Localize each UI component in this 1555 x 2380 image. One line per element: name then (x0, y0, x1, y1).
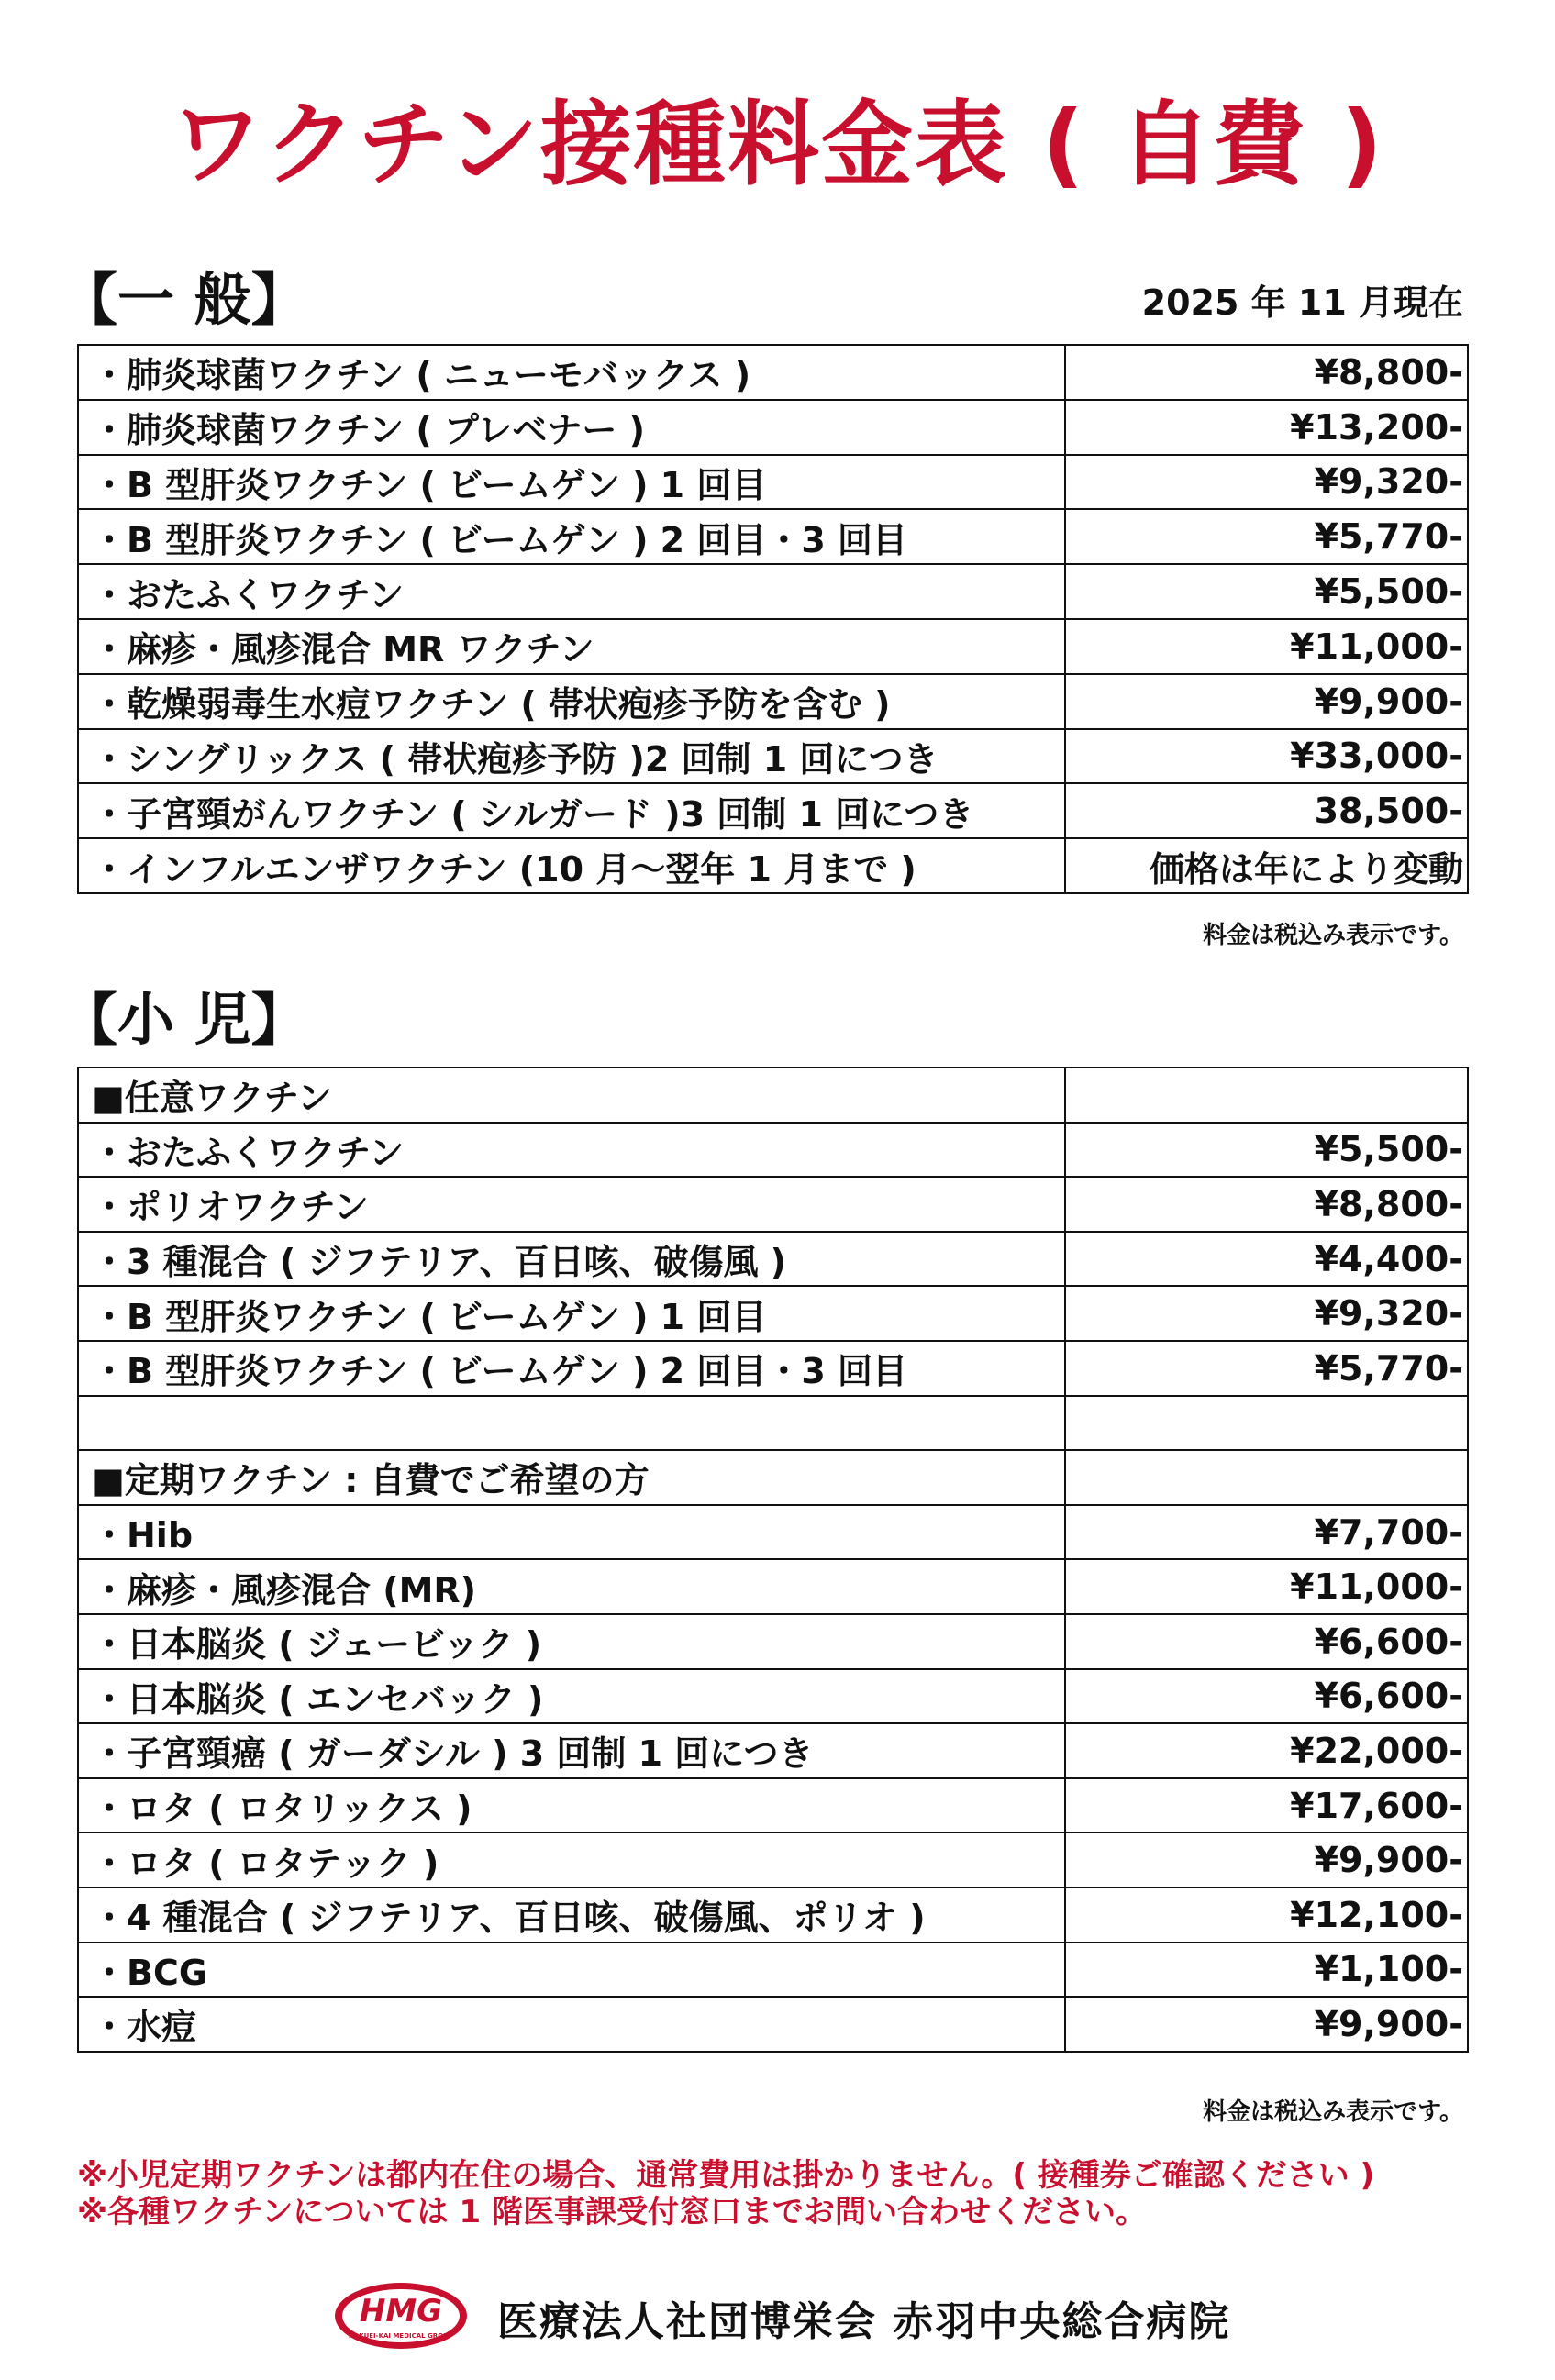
vaccine-price: ¥6,600- (1065, 1614, 1468, 1669)
table-row (78, 1559, 1468, 1614)
hospital-name: 医療法人社団博栄会 赤羽中央総合病院 (497, 2298, 1231, 2345)
vaccine-name: ・肺炎球菌ワクチン ( ニューモバックス ) (78, 345, 1065, 400)
vaccine-name: ・乾燥弱毒生水痘ワクチン ( 帯状疱疹予防を含む ) (78, 674, 1065, 729)
vaccine-name: ・シングリックス ( 帯状疱疹予防 )2 回制 1 回につき (78, 729, 1065, 784)
table-row (78, 1123, 1468, 1178)
table-row (78, 1997, 1468, 2052)
table-row (78, 1669, 1468, 1724)
table-row (78, 564, 1468, 619)
vaccine-price: ¥11,000- (1065, 619, 1468, 674)
general-section-heading: 【一 般】 (61, 266, 308, 333)
vaccine-price: ¥13,200- (1065, 400, 1468, 455)
vaccine-name: ・おたふくワクチン (78, 564, 1065, 619)
table-row (78, 345, 1468, 400)
table-row (78, 1943, 1468, 1998)
vaccine-price: ¥4,400- (1065, 1232, 1468, 1287)
vaccine-name: ・麻疹・風疹混合 (MR) (78, 1559, 1065, 1614)
vaccine-price: ¥7,700- (1065, 1505, 1468, 1560)
vaccine-price: ¥5,770- (1065, 1341, 1468, 1396)
general-price-table (77, 344, 1469, 894)
vaccine-price: ¥17,600- (1065, 1778, 1468, 1833)
table-row (78, 509, 1468, 564)
table-row (78, 1723, 1468, 1778)
footer (332, 2276, 1230, 2359)
vaccine-name: ■定期ワクチン : 自費でご希望の方 (78, 1450, 1065, 1505)
vaccine-price (1065, 1068, 1468, 1123)
vaccine-name: ・肺炎球菌ワクチン ( プレベナー ) (78, 400, 1065, 455)
vaccine-name: ・子宮頸がんワクチン ( シルガード )3 回制 1 回につき (78, 783, 1065, 838)
vaccine-name: ・日本脳炎 ( エンセバック ) (78, 1669, 1065, 1724)
general-tax-note: 料金は税込み表示です。 (1203, 922, 1463, 949)
table-row (78, 1286, 1468, 1341)
vaccine-name: ・日本脳炎 ( ジェービック ) (78, 1614, 1065, 1669)
vaccine-price: ¥9,900- (1065, 674, 1468, 729)
table-row (78, 1068, 1468, 1123)
table-row (78, 838, 1468, 893)
vaccine-price: ¥12,100- (1065, 1887, 1468, 1943)
vaccine-price: ¥22,000- (1065, 1723, 1468, 1778)
table-row (78, 455, 1468, 510)
vaccine-name: ・麻疹・風疹混合 MR ワクチン (78, 619, 1065, 674)
table-row (78, 1505, 1468, 1560)
vaccine-name: ・インフルエンザワクチン (10 月〜翌年 1 月まで ) (78, 838, 1065, 893)
table-row (78, 1396, 1468, 1451)
vaccine-price: ¥5,500- (1065, 564, 1468, 619)
vaccine-price: ¥9,320- (1065, 455, 1468, 510)
vaccine-name: ・ロタ ( ロタリックス ) (78, 1778, 1065, 1833)
vaccine-price: ¥33,000- (1065, 729, 1468, 784)
vaccine-name: ・BCG (78, 1943, 1065, 1998)
table-row (78, 729, 1468, 784)
table-row (78, 1450, 1468, 1505)
table-row (78, 674, 1468, 729)
vaccine-price: 価格は年により変動 (1065, 838, 1468, 893)
vaccine-name: ・3 種混合 ( ジフテリア、百日咳、破傷風 ) (78, 1232, 1065, 1287)
table-row (78, 1232, 1468, 1287)
vaccine-name: ・B 型肝炎ワクチン ( ビームゲン ) 2 回目・3 回目 (78, 1341, 1065, 1396)
notice-pediatric-free: ※小児定期ワクチンは都内在住の場合、通常費用は掛かりません。( 接種券ご確認ください ) (77, 2157, 1375, 2194)
notice-inquiry: ※各種ワクチンについては 1 階医事課受付窓口までお問い合わせください。 (77, 2194, 1148, 2231)
vaccine-price: ¥5,770- (1065, 509, 1468, 564)
table-row (78, 1887, 1468, 1943)
vaccine-name: ・ロタ ( ロタテック ) (78, 1832, 1065, 1887)
table-row (78, 1341, 1468, 1396)
vaccine-name: ・おたふくワクチン (78, 1123, 1065, 1178)
vaccine-price (1065, 1450, 1468, 1505)
pediatric-tax-note: 料金は税込み表示です。 (1203, 2098, 1463, 2126)
vaccine-price: ¥9,320- (1065, 1286, 1468, 1341)
vaccine-price: 38,500- (1065, 783, 1468, 838)
vaccine-name: ・B 型肝炎ワクチン ( ビームゲン ) 2 回目・3 回目 (78, 509, 1065, 564)
vaccine-name: ・Hib (78, 1505, 1065, 1560)
vaccine-name (78, 1396, 1065, 1451)
logo-subtext: HAKUEI-KAI MEDICAL GROUP (349, 2332, 453, 2340)
vaccine-price (1065, 1396, 1468, 1451)
vaccine-price: ¥6,600- (1065, 1669, 1468, 1724)
vaccine-price: ¥8,800- (1065, 1177, 1468, 1232)
vaccine-name: ・B 型肝炎ワクチン ( ビームゲン ) 1 回目 (78, 1286, 1065, 1341)
pediatric-section-heading: 【小 児】 (61, 986, 308, 1053)
vaccine-name: ・ポリオワクチン (78, 1177, 1065, 1232)
vaccine-name: ・水痘 (78, 1997, 1065, 2052)
vaccine-price: ¥8,800- (1065, 345, 1468, 400)
vaccine-name: ・B 型肝炎ワクチン ( ビームゲン ) 1 回目 (78, 455, 1065, 510)
table-row (78, 1832, 1468, 1887)
table-row (78, 1177, 1468, 1232)
vaccine-price: ¥1,100- (1065, 1943, 1468, 1998)
pediatric-price-table (77, 1067, 1469, 2053)
table-row (78, 783, 1468, 838)
logo-text: HMG (359, 2293, 443, 2330)
vaccine-price: ¥9,900- (1065, 1832, 1468, 1887)
as-of-date: 2025 年 11 月現在 (1141, 282, 1463, 323)
vaccine-price: ¥5,500- (1065, 1123, 1468, 1178)
table-row (78, 619, 1468, 674)
hmg-logo (332, 2279, 470, 2356)
vaccine-name: ・子宮頸癌 ( ガーダシル ) 3 回制 1 回につき (78, 1723, 1065, 1778)
vaccine-price: ¥9,900- (1065, 1997, 1468, 2052)
table-row (78, 400, 1468, 455)
vaccine-name: ■任意ワクチン (78, 1068, 1065, 1123)
page-title: ワクチン接種料金表 ( 自費 ) (171, 91, 1384, 198)
table-row (78, 1778, 1468, 1833)
table-row (78, 1614, 1468, 1669)
vaccine-name: ・4 種混合 ( ジフテリア、百日咳、破傷風、ポリオ ) (78, 1887, 1065, 1943)
vaccine-price: ¥11,000- (1065, 1559, 1468, 1614)
